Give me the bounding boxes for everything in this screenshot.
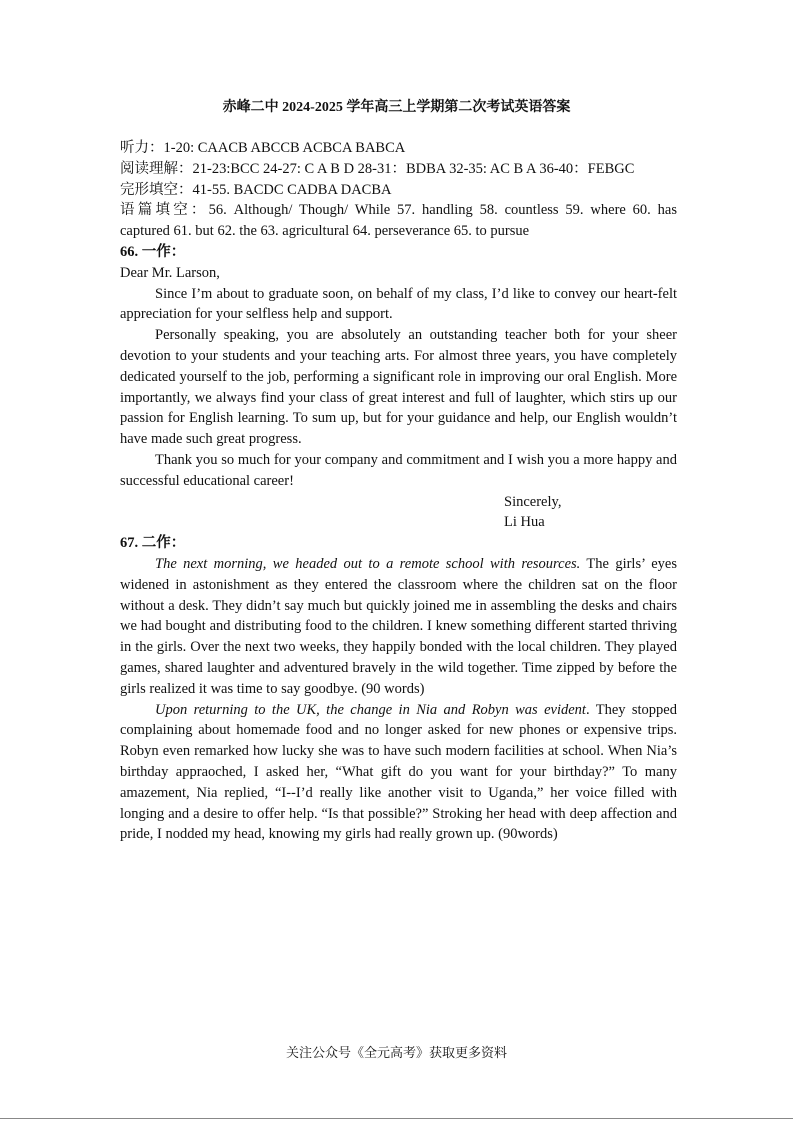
writing1-paragraph: Since I’m about to graduate soon, on behalf of my class, I’d like to convey our heart-felt appreciation for your selfless help and support. <box>120 285 677 323</box>
writing2-p1-lead: The next morning, we headed out to a remote school with resources. <box>155 555 581 572</box>
bottom-divider <box>0 1118 793 1119</box>
writing1-heading: 66. 一作： <box>120 243 186 260</box>
writing2-paragraph-2 <box>120 700 677 846</box>
cloze-answers: 完形填空：41-55. BACDC CADBA DACBA <box>120 181 392 198</box>
writing2-p1-body: The girls’ eyes widened in astonishment as they entered the classroom where the children sat on the floor without a desk. They didn’t say much but quickly joined me in assembling the desks and chairs we had bought and distributing food to the children. I knew something different started thriving in the girls. Over the next two weeks, they happily bonded with the local children. They played games, shared laughter and adventured bravely in the wild together. Time zipped by before the girls realized it was time to say goodbye. (90 words) <box>120 555 677 697</box>
answer-content <box>120 138 677 845</box>
footer-note: 关注公众号《全元高考》获取更多资料 <box>285 1045 507 1060</box>
writing1-paragraph: Personally speaking, you are absolutely an outstanding teacher both for your sheer devotion to your students and your teaching arts. For almost three years, you have completely dedicated yourself to the job, performing a significant role in improving our oral English. More importantly, we always find your class of great interest and full of laughter, which stirs up our passion for English learning. To sum up, but for your guidance and help, our English wouldn’t have made such great progress. <box>120 327 677 448</box>
reading-answers: 阅读理解：21-23:BCC 24-27: C A B D 28-31：BDBA 32-35: AC B A 36-40：FEBGC <box>120 160 635 177</box>
writing1-closing: Sincerely, <box>504 493 562 510</box>
page-title: 赤峰二中 2024-2025 学年高三上学期第二次考试英语答案 <box>222 100 571 115</box>
writing2-paragraph-1 <box>120 554 677 700</box>
listening-answers: 听力：1-20: CAACB ABCCB ACBCA BABCA <box>120 140 406 156</box>
writing1-paragraph: Thank you so much for your company and commitment and I wish you a more happy and successful educational career! <box>120 451 677 489</box>
writing1-signature: Li Hua <box>504 514 545 531</box>
writing2-heading: 67. 二作： <box>120 535 186 552</box>
grammar-answers: 语篇填空：56. Although/ Though/ While 57. handling 58. countless 59. where 60. has captured 61. but 62. the 63. agricultural 64. perseverance 65. to pursue <box>120 202 677 240</box>
writing2-p2-body: . They stopped complaining about homemade food and no longer asked for new phones or expensive trips. Robyn even remarked how lucky she was to have such modern facilities at school. When Nia’s birthday appraoched, I asked her, “What gift do you want for your birthday?” To many amazement, Nia replied, “I--I’d really like another visit to Uganda,” her voice filled with longing and a desire to offer help. “Is that possible?” Stroking her head with deep affection and pride, I nodded my head, knowing my girls had really grown up. (90words) <box>120 701 677 843</box>
writing2-p2-lead: Upon returning to the UK, the change in Nia and Robyn was evident <box>155 701 586 718</box>
writing1-salutation: Dear Mr. Larson, <box>120 264 220 281</box>
